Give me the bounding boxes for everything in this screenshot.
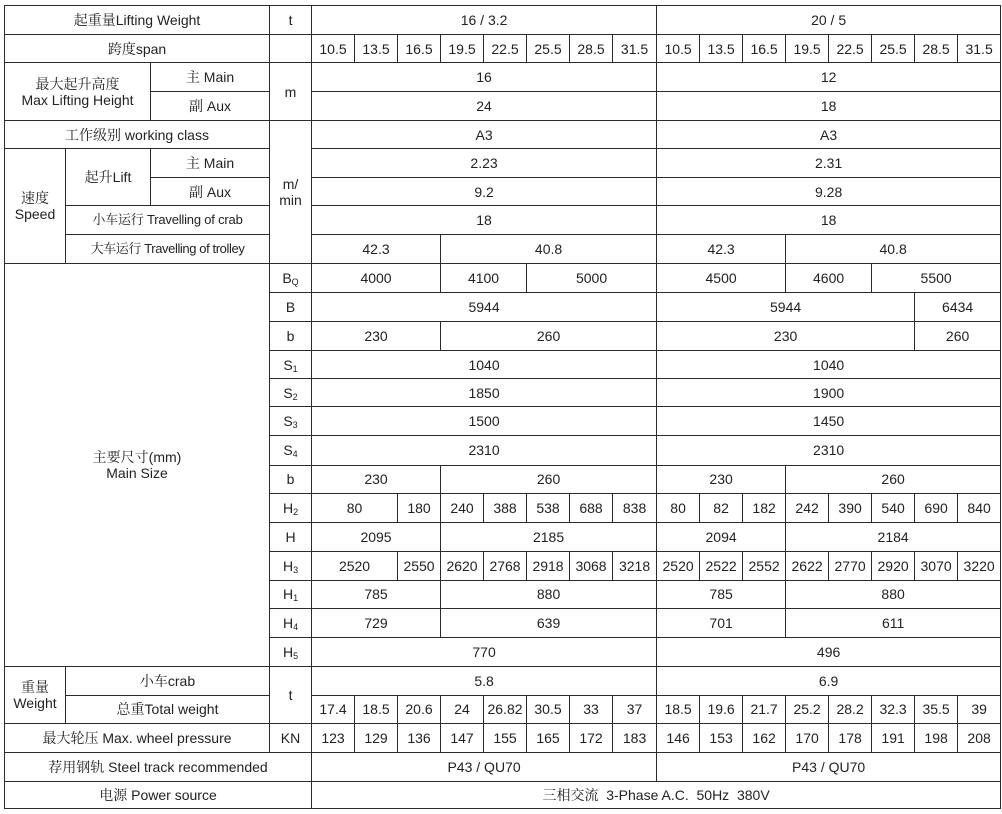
size-h2-cell: 240 [441, 493, 484, 522]
weight-unit: t [270, 666, 312, 723]
wheel-pressure-label: 最大轮压 Max. wheel pressure [5, 723, 270, 752]
max-lifting-height-main-label: 主 Main [151, 63, 270, 92]
row-max-lifting-height-aux [5, 92, 1001, 121]
size-h2-symbol: $H_2$ [270, 493, 312, 522]
weight-label-en: Weight [13, 694, 57, 711]
size-h3-cell: 2520 [312, 551, 398, 580]
size-h3-cell: 2768 [484, 551, 527, 580]
weight-total-cell: 25.2 [786, 695, 829, 723]
size-h1-cell: 880 [441, 580, 657, 608]
size-h2-cell: 80 [312, 493, 398, 522]
weight-crab-group-a: 5.8 [312, 666, 657, 695]
weight-total-label: 总重Total weight [66, 695, 270, 723]
size-h3-cell: 3068 [570, 551, 613, 580]
weight-total-cell: 17.4 [312, 695, 355, 723]
row-weight-total [5, 695, 1001, 723]
size-h3-cell: 2620 [441, 551, 484, 580]
size-b-total-cell: 6434 [915, 293, 1001, 322]
size-b-small-cell: 230 [312, 322, 441, 351]
size-h2-cell: 688 [570, 493, 613, 522]
size-s3-symbol: $S_3$ [270, 407, 312, 436]
row-speed-crab [5, 206, 1001, 235]
size-h3-cell: 3218 [613, 551, 657, 580]
wheel-pressure-cell: 155 [484, 723, 527, 752]
steel-track-group-a: P43 / QU70 [312, 752, 657, 781]
row-wheel-pressure [5, 723, 1001, 752]
span-cell: 13.5 [355, 35, 398, 63]
size-h2-cell: 690 [915, 493, 958, 522]
row-lifting-weight [5, 6, 1001, 35]
size-bq-cell: 5500 [872, 264, 1001, 293]
speed-trolley-cell: 42.3 [657, 235, 786, 264]
wheel-pressure-cell: 162 [743, 723, 786, 752]
weight-total-cell: 24 [441, 695, 484, 723]
size-h2-cell: 242 [786, 493, 829, 522]
size-h2-cell: 538 [527, 493, 570, 522]
span-cell: 19.5 [786, 35, 829, 63]
power-source-value: 三相交流 3-Phase A.C. 50Hz 380V [312, 781, 1001, 808]
size-bq-symbol: $B_Q$ [270, 264, 312, 293]
row-speed-trolley [5, 235, 1001, 264]
weight-crab-group-b: 6.9 [657, 666, 1001, 695]
size-h2-cell: 388 [484, 493, 527, 522]
wheel-pressure-cell: 136 [398, 723, 441, 752]
size-bq-cell: 4600 [786, 264, 872, 293]
row-weight-crab [5, 666, 1001, 695]
main-size-label-cn: 主要尺寸(mm) [92, 449, 182, 465]
weight-total-cell: 32.3 [872, 695, 915, 723]
speed-crab-group-a: 18 [312, 206, 657, 235]
lifting-weight-group-b: 20 / 5 [657, 6, 1001, 35]
size-s2-symbol: $S_2$ [270, 379, 312, 407]
main-size-label-en: Main Size [106, 465, 168, 481]
speed-label-en: Speed [14, 206, 56, 223]
lifting-weight-group-a: 16 / 3.2 [312, 6, 657, 35]
span-cell: 16.5 [398, 35, 441, 63]
span-cell: 31.5 [958, 35, 1001, 63]
size-b-total-cell: 5944 [312, 293, 657, 322]
size-b-small2-cell: 260 [786, 465, 1001, 493]
size-h3-cell: 3070 [915, 551, 958, 580]
span-cell: 28.5 [915, 35, 958, 63]
span-cell: 10.5 [312, 35, 355, 63]
crane-spec-table [4, 5, 1001, 809]
size-h1-cell: 785 [312, 580, 441, 608]
weight-total-cell: 30.5 [527, 695, 570, 723]
speed-aux-label: 副 Aux [151, 178, 270, 206]
size-h-cell: 2094 [657, 522, 786, 551]
weight-total-cell: 18.5 [355, 695, 398, 723]
speed-aux-group-b: 9.28 [657, 178, 1001, 206]
max-lifting-height-aux-group-b: 18 [657, 92, 1001, 121]
wheel-pressure-cell: 178 [829, 723, 872, 752]
weight-total-cell: 39 [958, 695, 1001, 723]
size-h2-cell: 80 [657, 493, 700, 522]
span-cell: 19.5 [441, 35, 484, 63]
size-h3-cell: 2552 [743, 551, 786, 580]
span-cell: 22.5 [829, 35, 872, 63]
row-speed-lift-main [5, 149, 1001, 178]
speed-main-group-a: 2.23 [312, 149, 657, 178]
span-cell: 13.5 [700, 35, 743, 63]
size-b-small2-cell: 230 [312, 465, 441, 493]
size-h2-cell: 390 [829, 493, 872, 522]
wheel-pressure-cell: 198 [915, 723, 958, 752]
max-lifting-height-aux-label: 副 Aux [151, 92, 270, 121]
speed-trolley-cell: 42.3 [312, 235, 441, 264]
size-bq-cell: 5000 [527, 264, 657, 293]
span-cell: 28.5 [570, 35, 613, 63]
size-h3-symbol: $H_3$ [270, 551, 312, 580]
weight-crab-label: 小车crab [66, 666, 270, 695]
size-h4-cell: 729 [312, 608, 441, 637]
size-bq-cell: 4000 [312, 264, 441, 293]
wheel-pressure-cell: 146 [657, 723, 700, 752]
size-h2-cell: 540 [872, 493, 915, 522]
row-span [5, 35, 1001, 63]
size-h-symbol: H [270, 522, 312, 551]
row-max-lifting-height-main [5, 63, 1001, 92]
weight-total-cell: 21.7 [743, 695, 786, 723]
speed-aux-group-a: 9.2 [312, 178, 657, 206]
size-h2-cell: 182 [743, 493, 786, 522]
row-power-source [5, 781, 1001, 808]
speed-crab-group-b: 18 [657, 206, 1001, 235]
size-h2-cell: 838 [613, 493, 657, 522]
size-s1-cell: 1040 [312, 351, 657, 379]
max-lifting-height-unit: m [270, 63, 312, 121]
weight-label-cn: 重量 [21, 678, 49, 695]
size-bq-cell: 4100 [441, 264, 527, 293]
span-cell: 25.5 [527, 35, 570, 63]
lifting-weight-unit: t [270, 6, 312, 35]
steel-track-label: 荐用钢轨 Steel track recommended [5, 752, 312, 781]
size-b-small2-cell: 230 [657, 465, 786, 493]
max-lifting-height-label-cn: 最大起升高度 [35, 75, 120, 92]
weight-total-cell: 20.6 [398, 695, 441, 723]
weight-label [5, 666, 66, 723]
size-h2-cell: 840 [958, 493, 1001, 522]
size-s2-cell: 1900 [657, 379, 1001, 407]
speed-label-cn: 速度 [21, 190, 49, 207]
speed-main-label: 主 Main [151, 149, 270, 178]
wheel-pressure-unit: KN [270, 723, 312, 752]
speed-unit: m/ min [270, 121, 312, 264]
size-s1-symbol: $S_1$ [270, 351, 312, 379]
size-h3-cell: 2622 [786, 551, 829, 580]
size-b-small2-symbol: b [270, 465, 312, 493]
max-lifting-height-label-en: Max Lifting Height [21, 91, 134, 108]
weight-total-cell: 26.82 [484, 695, 527, 723]
size-s2-cell: 1850 [312, 379, 657, 407]
size-s4-symbol: $S_4$ [270, 436, 312, 465]
wheel-pressure-cell: 208 [958, 723, 1001, 752]
span-cell: 10.5 [657, 35, 700, 63]
working-class-group-a: A3 [312, 121, 657, 149]
steel-track-group-b: P43 / QU70 [657, 752, 1001, 781]
weight-total-cell: 35.5 [915, 695, 958, 723]
row-steel-track [5, 752, 1001, 781]
speed-label [5, 149, 66, 264]
size-h3-cell: 2520 [657, 551, 700, 580]
wheel-pressure-cell: 170 [786, 723, 829, 752]
size-h1-cell: 880 [786, 580, 1001, 608]
size-h3-cell: 2918 [527, 551, 570, 580]
size-h2-cell: 180 [398, 493, 441, 522]
size-b-small-cell: 230 [657, 322, 915, 351]
wheel-pressure-cell: 129 [355, 723, 398, 752]
size-h1-symbol: $H_1$ [270, 580, 312, 608]
span-cell: 16.5 [743, 35, 786, 63]
row-working-class [5, 121, 1001, 149]
wheel-pressure-cell: 147 [441, 723, 484, 752]
weight-total-cell: 37 [613, 695, 657, 723]
size-s4-cell: 2310 [312, 436, 657, 465]
size-b-total-symbol: B [270, 293, 312, 322]
size-h3-cell: 2920 [872, 551, 915, 580]
size-h3-cell: 2522 [700, 551, 743, 580]
speed-crab-label: 小车运行 Travelling of crab [66, 206, 270, 235]
span-label: 跨度span [5, 35, 270, 63]
size-s3-cell: 1500 [312, 407, 657, 436]
wheel-pressure-cell: 172 [570, 723, 613, 752]
size-h3-cell: 2550 [398, 551, 441, 580]
span-cell: 31.5 [613, 35, 657, 63]
max-lifting-height-aux-group-a: 24 [312, 92, 657, 121]
size-h3-cell: 2770 [829, 551, 872, 580]
size-b-total-cell: 5944 [657, 293, 915, 322]
weight-total-cell: 19.6 [700, 695, 743, 723]
size-h4-cell: 701 [657, 608, 786, 637]
size-h5-cell: 496 [657, 637, 1001, 666]
size-h5-symbol: $H_5$ [270, 637, 312, 666]
wheel-pressure-cell: 191 [872, 723, 915, 752]
size-s3-cell: 1450 [657, 407, 1001, 436]
span-unit [270, 35, 312, 63]
speed-main-group-b: 2.31 [657, 149, 1001, 178]
max-lifting-height-main-group-a: 16 [312, 63, 657, 92]
size-s4-cell: 2310 [657, 436, 1001, 465]
power-source-label: 电源 Power source [5, 781, 312, 808]
size-h4-cell: 639 [441, 608, 657, 637]
wheel-pressure-cell: 165 [527, 723, 570, 752]
size-h4-cell: 611 [786, 608, 1001, 637]
size-h5-cell: 770 [312, 637, 657, 666]
weight-total-cell: 28.2 [829, 695, 872, 723]
size-b-small-cell: 260 [441, 322, 657, 351]
wheel-pressure-cell: 153 [700, 723, 743, 752]
span-cell: 22.5 [484, 35, 527, 63]
size-h-cell: 2184 [786, 522, 1001, 551]
size-bq-cell: 4500 [657, 264, 786, 293]
max-lifting-height-label [5, 63, 151, 121]
size-h3-cell: 3220 [958, 551, 1001, 580]
working-class-group-b: A3 [657, 121, 1001, 149]
speed-trolley-cell: 40.8 [441, 235, 657, 264]
max-lifting-height-main-group-b: 12 [657, 63, 1001, 92]
speed-trolley-cell: 40.8 [786, 235, 1001, 264]
size-s1-cell: 1040 [657, 351, 1001, 379]
wheel-pressure-cell: 183 [613, 723, 657, 752]
size-b-small-symbol: b [270, 322, 312, 351]
working-class-label: 工作级别 working class [5, 121, 270, 149]
size-h2-cell: 82 [700, 493, 743, 522]
size-h4-symbol: $H_4$ [270, 608, 312, 637]
span-cell: 25.5 [872, 35, 915, 63]
size-b-small2-cell: 260 [441, 465, 657, 493]
main-size-label [5, 264, 270, 666]
size-h-cell: 2095 [312, 522, 441, 551]
size-h-cell: 2185 [441, 522, 657, 551]
lifting-weight-label: 起重量Lifting Weight [5, 6, 270, 35]
size-b-small-cell: 260 [915, 322, 1001, 351]
speed-trolley-label: 大车运行 Travelling of trolley [66, 235, 270, 264]
weight-total-cell: 33 [570, 695, 613, 723]
row-size-bq [5, 264, 1001, 293]
row-speed-lift-aux [5, 178, 1001, 206]
size-h1-cell: 785 [657, 580, 786, 608]
weight-total-cell: 18.5 [657, 695, 700, 723]
wheel-pressure-cell: 123 [312, 723, 355, 752]
speed-lift-label: 起升Lift [66, 149, 151, 206]
